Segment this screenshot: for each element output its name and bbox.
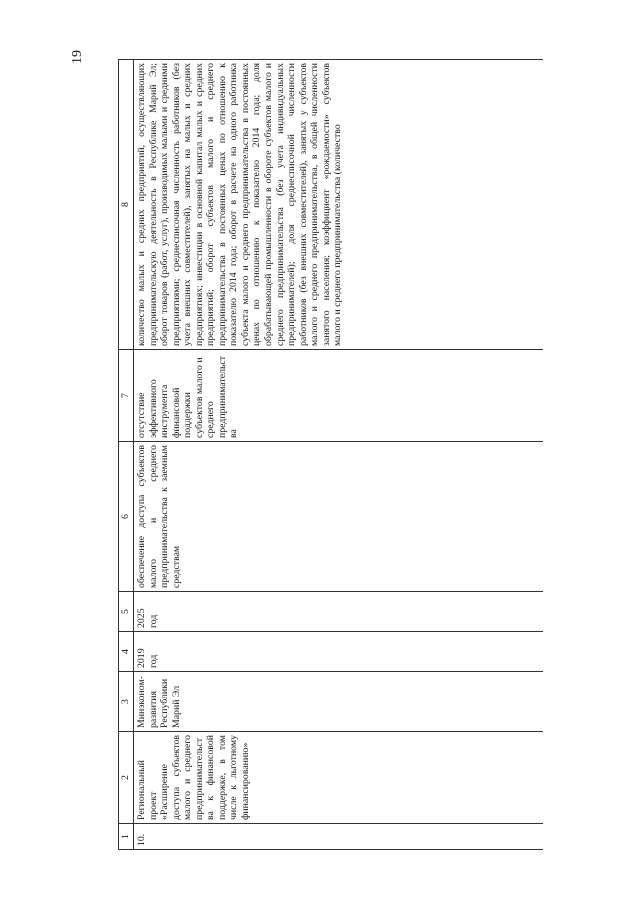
header-row [119,60,134,850]
end-year: 2025 год [134,592,544,632]
header-col-4: 4 [119,632,134,672]
header-col-5: 5 [119,592,134,632]
header-col-8: 8 [119,60,134,350]
rotated-table-container [118,60,543,850]
row-number: 10. [134,824,544,850]
executor: Минэконом-развития Республики Марий Эл [134,672,544,732]
start-year: 2019 год [134,632,544,672]
header-col-6: 6 [119,442,134,592]
indicators: количество малых и средних предприятий, осуществляющих предпринимательскую деятельность в Республике Марий Эл; оборот товаров (работ, услуг), производимых малыми и средними предприятиями; среднесписочная численность работников (без учета внешних совместителей), занятых на малых и средних предприятиях; инвестиции в основной капитал малых и средних предприятий; оборот субъектов малого и среднего предпринимательства в постоянных ценах по отношению к показателю 2014 года; оборот в расчете на одного работника субъекта малого и среднего предпринимательства в постоянных ценах по отношению к показателю 2014 года; доля обрабатывающей промышленности в обороте субъектов малого и среднего предпринимательства (без учета индивидуальных предпринимателей); доля среднесписочной численности работников (без внешних совместителей), занятых у субъектов малого и среднего предпринимательства, в общей численности занятого населения; коэффициент «рождаемости» субъектов малого и среднего предпринимательства (количество [134,60,544,350]
header-col-2: 2 [119,732,134,824]
table-row [134,60,544,850]
goal: обеспечение доступа субъектов малого и среднего предпринимательства к заемным средствам [134,442,544,592]
page-number: 19 [70,50,85,64]
header-col-7: 7 [119,350,134,442]
header-col-1: 1 [119,824,134,850]
header-col-3: 3 [119,672,134,732]
project-name: Региональный проект «Расширение доступа субъектов малого и среднего предпринимательства к финансовой поддержке, в том числе к льготному финансированию» [134,732,544,824]
problem: отсутствие эффективного инструмента финансовой поддержки субъектов малого и среднего предпринимательства [134,350,544,442]
program-table [118,59,543,850]
